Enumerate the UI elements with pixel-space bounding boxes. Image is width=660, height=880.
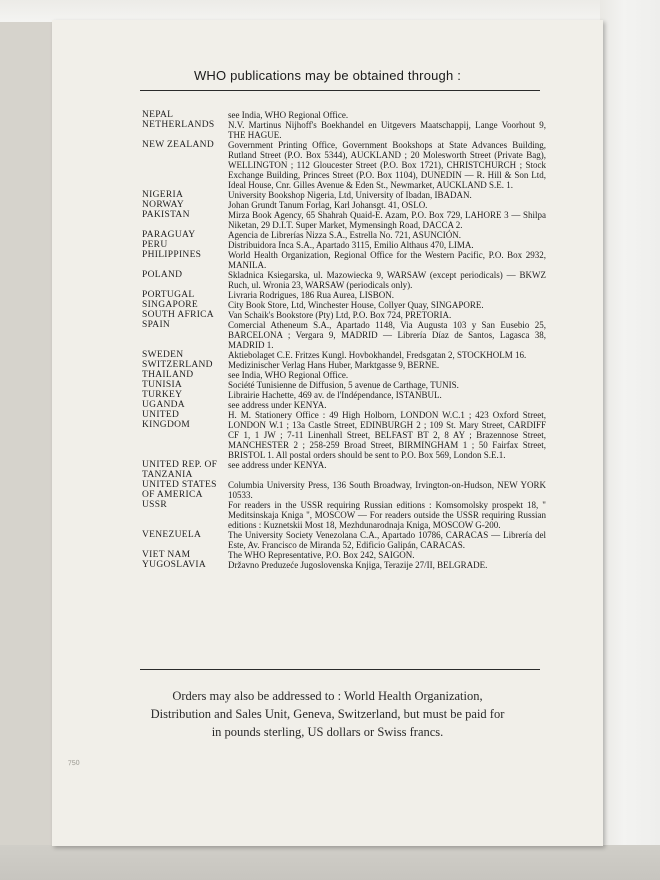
country-name: PAKISTAN xyxy=(142,210,190,220)
distributor-address: see India, WHO Regional Office. xyxy=(228,110,349,120)
distributor-address: Distribuidora Inca S.A., Apartado 3115, Emilio Althaus 470, LIMA. xyxy=(228,240,474,250)
list-item xyxy=(142,360,546,370)
country-name: UNITED STATES OF AMERICA xyxy=(142,480,217,500)
backdrop-top xyxy=(0,0,660,22)
country-name: NETHERLANDS xyxy=(142,120,215,130)
country-name: PERU xyxy=(142,240,168,250)
country-name: PARAGUAY xyxy=(142,230,196,240)
list-item xyxy=(142,380,546,390)
country-name: PORTUGAL xyxy=(142,290,195,300)
country-name: NEPAL xyxy=(142,110,174,120)
distributor-address: World Health Organization, Regional Office for the Western Pacific, P.O. Box 2932, MANILA. xyxy=(228,250,546,270)
distributor-address: N.V. Martinus Nijhoff's Boekhandel en Uitgevers Maatschappij, Lange Voorhout 9, THE HAGUE. xyxy=(228,120,546,140)
country-name: UGANDA xyxy=(142,400,185,410)
list-item xyxy=(142,530,546,550)
distributor-address: The WHO Representative, P.O. Box 242, SAIGON. xyxy=(228,550,415,560)
top-rule xyxy=(140,90,540,91)
back-cover-page xyxy=(52,20,603,846)
list-item xyxy=(142,460,546,480)
distributor-address: Société Tunisienne de Diffusion, 5 avenue de Carthage, TUNIS. xyxy=(228,380,459,390)
country-name: VENEZUELA xyxy=(142,530,202,540)
list-item xyxy=(142,240,546,250)
distributor-address: Agencia de Librerías Nizza S.A., Estrella No. 721, ASUNCIÓN. xyxy=(228,230,461,240)
list-item xyxy=(142,190,546,200)
country-name: UNITED REP. OF TANZANIA xyxy=(142,460,218,480)
list-item xyxy=(142,140,546,190)
distributor-address: Comercial Atheneum S.A., Apartado 1148, Via Augusta 103 y San Eusebio 25, BARCELONA ; Vergara 9, MADRID — Librería Díaz de Santos, Lagasca 38, MADRID 1. xyxy=(228,320,546,350)
page-heading: WHO publications may be obtained through : xyxy=(193,68,462,83)
list-item xyxy=(142,290,546,300)
distributor-address: see address under KENYA. xyxy=(228,400,327,410)
country-name: VIET NAM xyxy=(142,550,191,560)
country-name: YUGOSLAVIA xyxy=(142,560,207,570)
list-item xyxy=(142,300,546,310)
distributor-list xyxy=(142,110,546,570)
ordering-note-line: Orders may also be addressed to : World Health Organization, xyxy=(172,689,483,703)
list-item xyxy=(142,410,546,460)
country-name: SWITZERLAND xyxy=(142,360,213,370)
country-name: PHILIPPINES xyxy=(142,250,202,260)
list-item xyxy=(142,210,546,230)
list-item xyxy=(142,230,546,240)
distributor-address: Mirza Book Agency, 65 Shahrah Quaid-E. Azam, P.O. Box 729, LAHORE 3 — Shilpa Niketan, 29 D.I.T. Super Market, Mymensingh Road, DACCA 2. xyxy=(228,210,546,230)
list-item xyxy=(142,310,546,320)
distributor-address: see address under KENYA. xyxy=(228,460,327,470)
country-name: SPAIN xyxy=(142,320,171,330)
list-item xyxy=(142,480,546,500)
list-item xyxy=(142,370,546,380)
distributor-address: Van Schaik's Bookstore (Pty) Ltd, P.O. Box 724, PRETORIA. xyxy=(228,310,452,320)
distributor-address: The University Society Venezolana C.A., Apartado 10786, CARACAS — Librería del Este, Av. Francisco de Miranda 52, Edificio Galipán, CARACAS. xyxy=(228,530,546,550)
distributor-address: Državno Preduzeće Jugoslovenska Knjiga, Terazije 27/II, BELGRADE. xyxy=(228,560,488,570)
distributor-address: Medizinischer Verlag Hans Huber, Marktgasse 9, BERNE. xyxy=(228,360,440,370)
list-item xyxy=(142,350,546,360)
distributor-address: H. M. Stationery Office : 49 High Holborn, LONDON W.C.1 ; 423 Oxford Street, LONDON W.1 ; 13a Castle Street, EDINBURGH 2 ; 109 St. Mary Street, CARDIFF CF 1, 1 JW ; 7-11 Linenhall Street, BELFAST BT 2, 8 AY ; Brazennose Street, MANCHESTER 2 ; 258-259 Broad Street, BIRMINGHAM 1 ; 50 Fairfax Street, BRISTOL 1. All postal orders should be sent to P.O. Box 569, London S.E.1. xyxy=(228,410,546,460)
list-item xyxy=(142,560,546,570)
country-name: POLAND xyxy=(142,270,183,280)
distributor-address: For readers in the USSR requiring Russian editions : Komsomolsky prospekt 18, " Meditsinskaja Kniga ", MOSCOW — For readers outside the USSR requiring Russian editions : Kuznetskii Most 18, Mezhdunarodnaja Kniga, MOSCOW G-200. xyxy=(228,500,546,530)
distributor-address: Columbia University Press, 136 South Broadway, Irvington-on-Hudson, NEW YORK 10533. xyxy=(228,480,546,500)
ordering-note xyxy=(112,687,543,741)
ordering-note-line: in pounds sterling, US dollars or Swiss francs. xyxy=(211,725,444,739)
country-name: THAILAND xyxy=(142,370,194,380)
list-item xyxy=(142,400,546,410)
backdrop-right xyxy=(600,0,660,880)
list-item xyxy=(142,390,546,400)
distributor-address: Aktiebolaget C.E. Fritzes Kungl. Hovbokhandel, Fredsgatan 2, STOCKHOLM 16. xyxy=(228,350,527,360)
list-item xyxy=(142,320,546,350)
distributor-address: Livraria Rodrigues, 186 Rua Aurea, LISBON. xyxy=(228,290,394,300)
backdrop-bottom xyxy=(0,845,660,880)
country-name: UNITED KINGDOM xyxy=(142,410,191,430)
distributor-address: see India, WHO Regional Office. xyxy=(228,370,349,380)
country-name: TUNISIA xyxy=(142,380,183,390)
list-item xyxy=(142,500,546,530)
pencil-price-mark: 750 xyxy=(67,759,80,768)
distributor-address: Government Printing Office, Government Bookshops at State Advances Building, Rutland Street (P.O. Box 5344), AUCKLAND ; 20 Molesworth Street (Private Bag), WELLINGTON ; 112 Gloucester Street (P.O. Box 1721), CHRISTCHURCH ; Stock Exchange Building, Princes Street (P.O. Box 1104), DUNEDIN — R. Hill & Son Ltd, Ideal House, Cnr. Gilles Avenue & Eden St., Newmarket, AUCKLAND S.E. 1. xyxy=(228,140,546,190)
country-name: NEW ZEALAND xyxy=(142,140,214,150)
country-name: NORWAY xyxy=(142,200,185,210)
list-item xyxy=(142,270,546,290)
country-name: USSR xyxy=(142,500,167,510)
ordering-note-line: Distribution and Sales Unit, Geneva, Switzerland, but must be paid for xyxy=(150,707,505,721)
distributor-address: Johan Grundt Tanum Forlag, Karl Johansgt. 41, OSLO. xyxy=(228,200,428,210)
list-item xyxy=(142,120,546,140)
country-name: SINGAPORE xyxy=(142,300,199,310)
distributor-address: University Bookshop Nigeria, Ltd, University of Ibadan, IBADAN. xyxy=(228,190,472,200)
country-name: SOUTH AFRICA xyxy=(142,310,214,320)
country-name: TURKEY xyxy=(142,390,183,400)
list-item xyxy=(142,250,546,270)
distributor-address: Skladnica Ksiegarska, ul. Mazowiecka 9, WARSAW (except periodicals) — BKWZ Ruch, ul. Wronia 23, WARSAW (periodicals only). xyxy=(228,270,546,290)
distributor-address: City Book Store, Ltd, Winchester House, Collyer Quay, SINGAPORE. xyxy=(228,300,484,310)
list-item xyxy=(142,200,546,210)
country-name: SWEDEN xyxy=(142,350,184,360)
list-item xyxy=(142,550,546,560)
country-name: NIGERIA xyxy=(142,190,184,200)
list-item xyxy=(142,110,546,120)
bottom-rule xyxy=(140,669,540,670)
distributor-address: Librairie Hachette, 469 av. de l'Indépendance, ISTANBUL. xyxy=(228,390,442,400)
